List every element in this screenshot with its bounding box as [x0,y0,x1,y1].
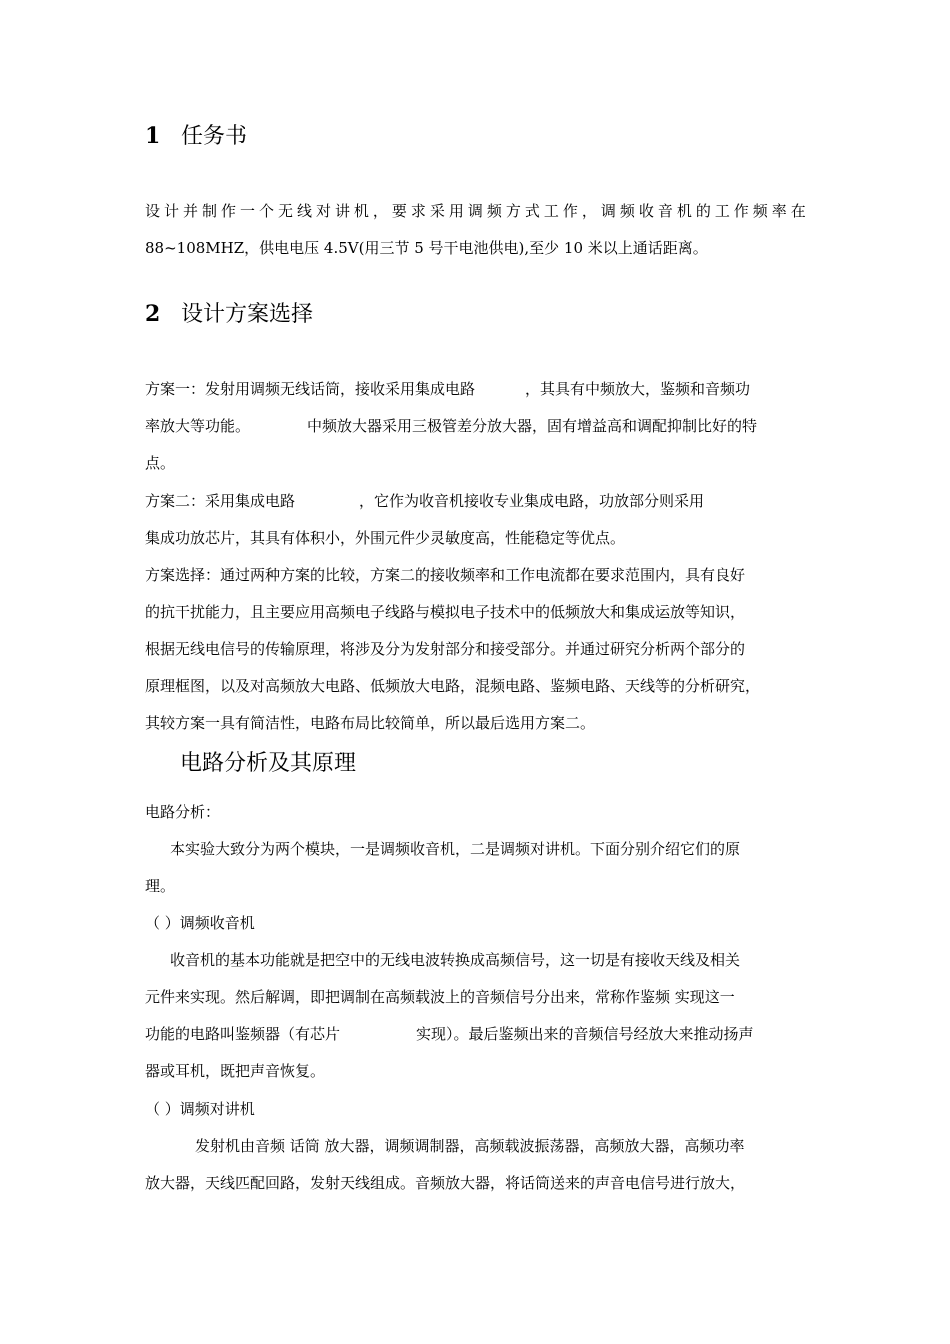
subsection-fm-receiver: （ ）调频收音机 [145,914,255,932]
section-2-title: 设计方案选择 [181,302,314,327]
analysis-intro-line-1: 本实验大致分为两个模块，一是调频收音机，二是调频对讲机。下面分别介绍它们的原 [170,840,741,858]
transmitter-line-1: 发射机由音频 话筒 放大器，调频调制器，高频载波振荡器，高频放大器，高频功率 [195,1137,745,1155]
choice-line-4: 原理框图，以及对高频放大电路、低频放大电路，混频电路、鉴频电路、天线等的分析研究， [145,677,761,695]
choice-line-3: 根据无线电信号的传输原理，将涉及分为发射部分和接受部分。并通过研究分析两个部分的 [145,640,746,658]
receiver-line-4: 器或耳机，既把声音恢复。 [145,1062,326,1080]
plan1-text-d: 中频放大器采用三极管差分放大器，固有增益高和调配抑制比好的特 [307,417,758,435]
receiver-text-3b: 实现）。最后鉴频出来的音频信号经放大来推动扬声 [416,1025,754,1043]
plan1-text-b: ，其具有中频放大，鉴频和音频功 [525,380,751,398]
receiver-text-3a: 功能的电路叫鉴频器（有芯片 [145,1025,341,1043]
section-1-number: 1 [145,123,161,149]
choice-line-1: 方案选择：通过两种方案的比较，方案二的接收频率和工作电流都在要求范围内，具有良好 [145,566,746,584]
receiver-line-1: 收音机的基本功能就是把空中的无线电波转换成高频信号，这一切是有接收天线及相关 [170,951,741,969]
plan2-text-b: ，它作为收音机接收专业集成电路，功放部分则采用 [359,492,705,510]
receiver-line-2: 元件来实现。然后解调，即把调制在高频载波上的音频信号分出来，常称作鉴频 实现这一 [145,988,735,1006]
plan2-line-1 [145,490,704,512]
section-1-heading [145,121,247,152]
section-2-number: 2 [145,301,161,327]
analysis-intro-line-2: 理。 [145,877,176,895]
plan2-text-a: 方案二：采用集成电路 [145,492,296,510]
choice-line-5: 其较方案一具有简洁性，电路布局比较简单，所以最后选用方案二。 [145,714,596,732]
plan1-text-c: 率放大等功能。 [145,417,251,435]
plan1-line-1 [145,378,750,400]
analysis-label: 电路分析： [145,803,221,821]
plan1-line-2 [145,415,757,437]
receiver-line-3 [145,1023,754,1045]
section-3-title: 电路分析及其原理 [180,751,357,776]
choice-line-2: 的抗干扰能力，且主要应用高频电子线路与模拟电子技术中的低频放大和集成运放等知识， [145,603,746,621]
plan2-line-2: 集成功放芯片，其具有体积小，外围元件少灵敏度高，性能稳定等优点。 [145,529,626,547]
plan1-text-a: 方案一：发射用调频无线话筒，接收采用集成电路 [145,380,476,398]
section-2-heading [145,299,313,330]
section-1-title: 任务书 [181,124,248,149]
plan1-line-3: 点。 [145,454,176,472]
task-line-2: 88~108MHZ，供电电压 4.5V(用三节 5 号干电池供电),至少 10 米以上通话距离。 [145,239,708,257]
subsection-fm-intercom: （ ）调频对讲机 [145,1100,255,1118]
transmitter-line-2: 放大器，天线匹配回路，发射天线组成。音频放大器，将话筒送来的声音电信号进行放大， [145,1174,746,1192]
task-line-1: 设计并制作一个无线对讲机，要求采用调频方式工作，调频收音机的工作频率在 [145,202,808,220]
